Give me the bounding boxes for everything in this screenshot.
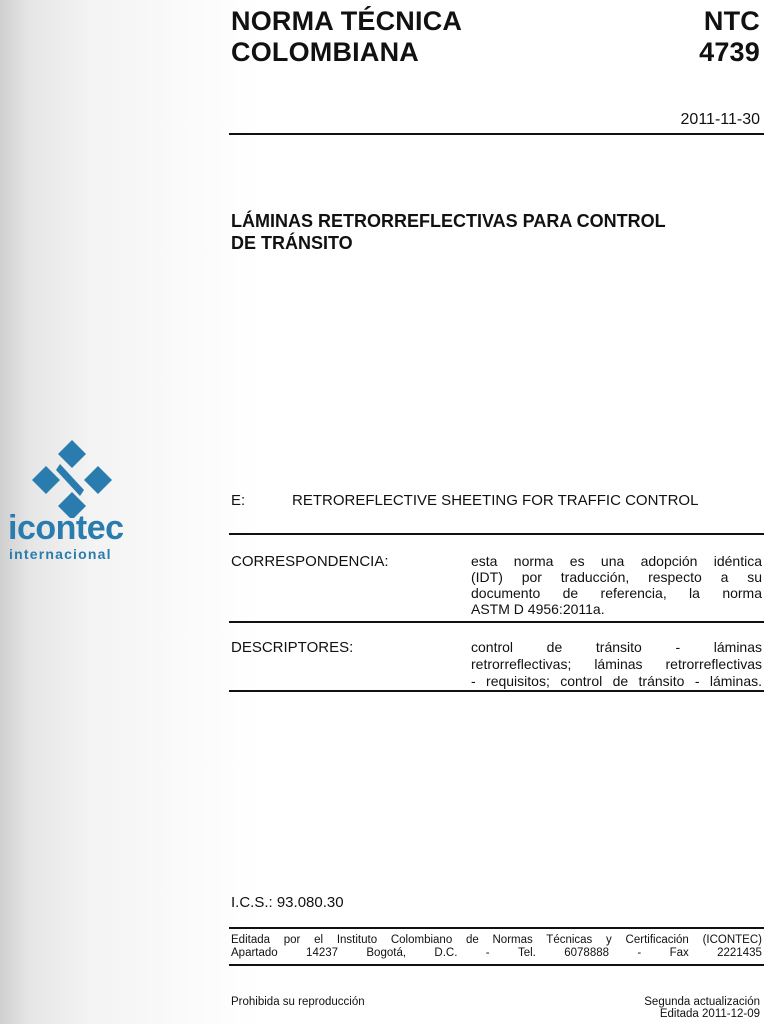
- descriptores-line: - requisitos; control de tránsito - láminas.: [471, 673, 762, 689]
- footer-left: Prohibida su reproducción: [231, 996, 365, 1008]
- publisher-part: Tel.: [517, 947, 536, 959]
- correspondencia-text: [471, 553, 762, 617]
- descriptores-rule: [229, 690, 764, 692]
- correspondencia-line: documento de referencia, la norma: [471, 585, 762, 601]
- correspondencia-rule: [229, 621, 764, 623]
- publisher-part: Fax: [669, 947, 689, 959]
- header-title: [231, 6, 462, 68]
- descriptores-text: [471, 639, 762, 690]
- publisher-line2: [231, 947, 762, 960]
- icontec-logo-icon: [30, 438, 114, 518]
- footer-right-line2: Editada 2011-12-09: [659, 1008, 760, 1020]
- publisher-line1: Editada por el Instituto Colombiano de Normas Técnicas y Certificación (ICONTEC): [231, 934, 762, 946]
- descriptores-label: DESCRIPTORES:: [231, 639, 354, 656]
- publisher-part: 6078888: [564, 947, 610, 959]
- english-label: E:: [231, 492, 246, 509]
- publisher-part: 2221435: [717, 947, 762, 959]
- english-rule: [229, 533, 764, 535]
- publisher-part: 14237: [306, 947, 339, 959]
- document-title-line2: DE TRÁNSITO: [231, 233, 353, 253]
- correspondencia-line: (IDT) por traducción, respecto a su: [471, 569, 762, 585]
- document-title: [231, 210, 666, 254]
- publisher-part: Apartado: [231, 947, 278, 959]
- correspondencia-line: ASTM D 4956:2011a.: [471, 601, 605, 617]
- publisher-info: [231, 934, 762, 960]
- correspondencia-line: esta norma es una adopción idéntica: [471, 553, 762, 569]
- footer-right-line1: Segunda actualización: [644, 996, 760, 1008]
- publisher-part: -: [637, 947, 642, 959]
- ics-rule: [229, 927, 764, 929]
- english-title: RETROREFLECTIVE SHEETING FOR TRAFFIC CONTROL: [292, 492, 699, 509]
- ics-code: I.C.S.: 93.080.30: [231, 894, 344, 911]
- header-code-prefix: NTC: [703, 6, 760, 36]
- publisher-part: Bogotá,: [366, 947, 407, 959]
- descriptores-line: retrorreflectivas; láminas retrorreflectivas: [471, 656, 762, 672]
- logo-wordmark: icontec: [8, 509, 124, 547]
- footer-right: [644, 996, 760, 1020]
- descriptores-line: control de tránsito - láminas: [471, 639, 762, 655]
- correspondencia-label: CORRESPONDENCIA:: [231, 553, 389, 570]
- header-date: 2011-11-30: [680, 111, 760, 128]
- header-code-number: 4739: [699, 37, 760, 67]
- logo-subtitle: internacional: [9, 546, 112, 562]
- publisher-part: D.C.: [434, 947, 458, 959]
- document-title-line1: LÁMINAS RETRORREFLECTIVAS PARA CONTROL: [231, 211, 666, 231]
- publisher-rule: [229, 964, 764, 966]
- header-title-line1: NORMA TÉCNICA: [231, 6, 463, 36]
- publisher-part: -: [485, 947, 490, 959]
- header-rule: [229, 133, 764, 135]
- header-code: [699, 6, 760, 68]
- header-title-line2: COLOMBIANA: [231, 37, 419, 67]
